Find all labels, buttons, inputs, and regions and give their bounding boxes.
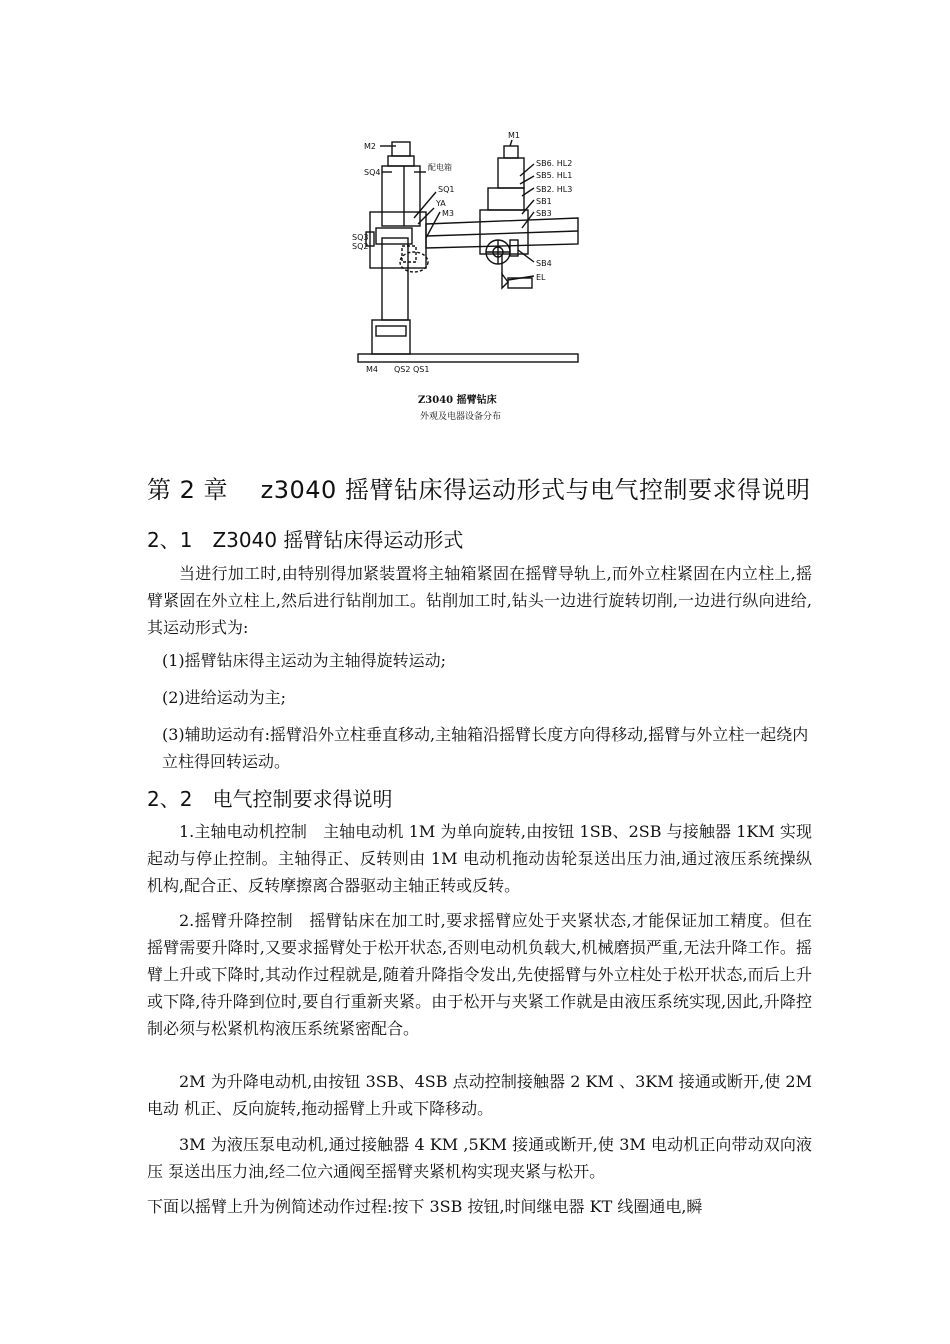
figure-caption-subtitle: 外观及电器设备分布 — [420, 412, 502, 422]
label-sq3: SQ3 — [352, 233, 369, 242]
label-m3: M3 — [442, 209, 454, 218]
label-m4: M4 — [366, 365, 378, 374]
section-1-item-3: (3)辅助运动有:摇臂沿外立柱垂直移动,主轴箱沿摇臂长度方向得移动,摇臂与外立柱一起绕内立柱得回转运动。 — [162, 725, 809, 771]
section-1-paragraph: 当进行加工时,由特别得加紧装置将主轴箱紧固在摇臂导轨上,而外立柱紧固在内立柱上,摇臂紧固在外立柱上,然后进行钻削加工。钻削加工时,钻头一边进行旋转切削,一边进行纵向进给,其运动形式为: — [147, 564, 812, 637]
figure-caption-title: Z3040 摇臂钻床 — [418, 395, 497, 406]
label-sq2: SQ2 — [352, 242, 369, 251]
label-sb6: SB6. HL2 — [536, 159, 573, 168]
label-sb3: SB3 — [536, 209, 552, 218]
label-sq4: SQ4 — [364, 168, 381, 177]
section-2-paragraph-3: 2M 为升降电动机,由按钮 3SB、4SB 点动控制接触器 2 KM 、3KM 接通或断开,使 2M 电动 机正、反向旋转,拖动摇臂上升或下降移动。 — [147, 1072, 812, 1118]
label-sb4: SB4 — [536, 259, 552, 268]
section-2-title: 2、2 电气控制要求得说明 — [147, 787, 393, 811]
chapter-title: 第 2 章 z3040 摇臂钻床得运动形式与电气控制要求得说明 — [147, 476, 811, 504]
section-1-title: 2、1 Z3040 摇臂钻床得运动形式 — [147, 528, 464, 552]
section-2-paragraph-5: 下面以摇臂上升为例简述动作过程:按下 3SB 按钮,时间继电器 KT 线圈通电,瞬 — [147, 1197, 703, 1216]
label-qs: QS2 QS1 — [394, 365, 430, 374]
label-peidianxiang: 配电箱 — [428, 163, 452, 172]
label-sb2: SB2. HL3 — [536, 185, 573, 194]
label-sb1: SB1 — [536, 197, 552, 206]
section-2-paragraph-4: 3M 为液压泵电动机,通过接触器 4 KM ,5KM 接通或断开,使 3M 电动机正向带动双向液压 泵送出压力油,经二位六通阀至摇臂夹紧机构实现夹紧与松开。 — [147, 1135, 812, 1181]
label-m1: M1 — [508, 131, 520, 140]
label-m2: M2 — [364, 142, 376, 151]
section-2-paragraph-1: 1.主轴电动机控制 主轴电动机 1M 为单向旋转,由按钮 1SB、2SB 与接触器 1KM 实现起动与停止控制。主轴得正、反转则由 1M 电动机拖动齿轮泵送出压力油,通过液压系统操纵机构,配合正、反转摩擦离合器驱动主轴正转或反转。 — [147, 822, 812, 895]
section-1-item-2: (2)进给运动为主; — [162, 688, 287, 707]
label-sb5: SB5. HL1 — [536, 171, 573, 180]
label-sq1: SQ1 — [438, 185, 455, 194]
drill-press-figure — [352, 128, 592, 428]
section-2-paragraph-2: 2.摇臂升降控制 摇臂钻床在加工时,要求摇臂应处于夹紧状态,才能保证加工精度。但在摇臂需要升降时,又要求摇臂处于松开状态,否则电动机负载大,机械磨损严重,无法升降工作。摇臂上升或下降时,其动作过程就是,随着升降指令发出,先使摇臂与外立柱处于松开状态,而后上升或下降,待升降到位时,要自行重新夹紧。由于松开与夹紧工作就是由液压系统实现,因此,升降控制必须与松紧机构液压系统紧密配合。 — [147, 911, 812, 1038]
label-ya: YA — [436, 199, 446, 208]
section-1-item-1: (1)摇臂钻床得主运动为主轴得旋转运动; — [162, 651, 447, 670]
label-el: EL — [536, 273, 546, 282]
